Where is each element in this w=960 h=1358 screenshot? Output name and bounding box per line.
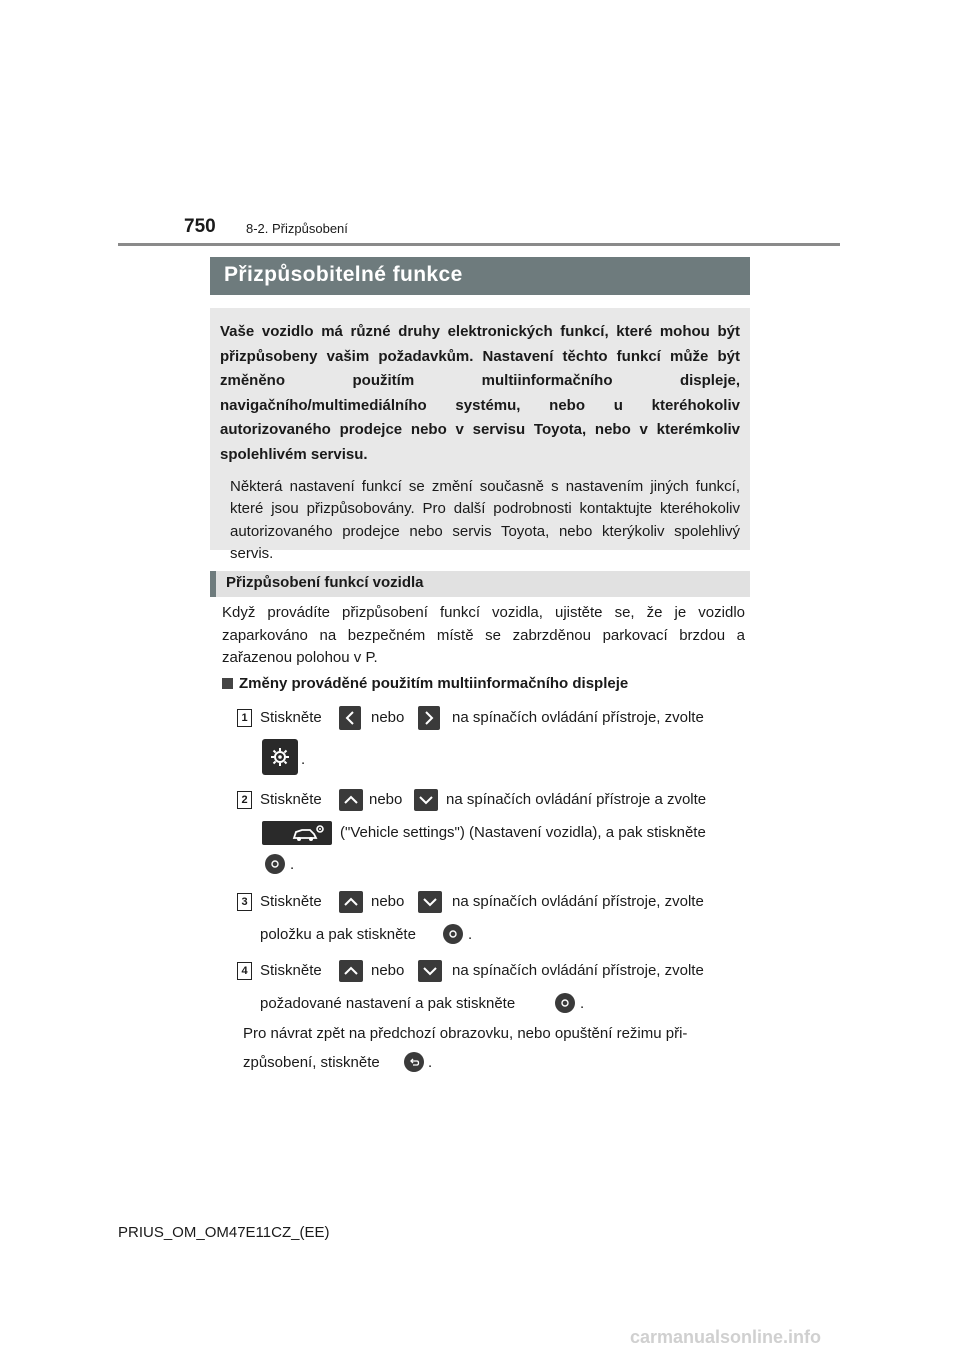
page-number: 750	[184, 216, 216, 237]
step-4-text-c: na spínačích ovládání přístroje, zvolte	[452, 962, 704, 979]
step-3-text-b: nebo	[371, 893, 405, 910]
chevron-down-icon	[418, 891, 442, 913]
chevron-up-icon	[339, 891, 363, 913]
step-4-text-a: Stiskněte	[260, 962, 322, 979]
back-button-icon	[404, 1052, 424, 1072]
step-1-text-d: .	[301, 751, 306, 768]
vehicle-settings-icon	[262, 821, 332, 845]
return-note-end: .	[428, 1054, 433, 1071]
chevron-down-icon	[418, 960, 442, 982]
ok-button-icon	[555, 993, 575, 1013]
step-number-1: 1	[237, 709, 252, 727]
ok-button-icon	[443, 924, 463, 944]
subsection-paragraph: Když provádíte přizpůsobení funkcí vozidla, ujistěte se, že je vozidlo zaparkováno na bezpečném místě se zabrzděnou parkovací brzdou a zařazenou polohou v P.	[222, 604, 745, 666]
section-title: Přizpůsobitelné funkce	[210, 257, 750, 295]
step-number-2: 2	[237, 791, 252, 809]
step-number-3: 3	[237, 893, 252, 911]
watermark: carmanualsonline.info	[630, 1327, 822, 1347]
step-2-text-d: ("Vehicle settings") (Nastavení vozidla), a pak stiskněte	[340, 824, 706, 841]
step-1-text-a: Stiskněte	[260, 709, 322, 726]
intro-box	[210, 308, 750, 563]
ok-button-icon	[265, 854, 285, 874]
return-note-line1: Pro návrat zpět na předchozí obrazovku, nebo opuštění režimu při-	[243, 1025, 688, 1042]
step-3-text-a: Stiskněte	[260, 893, 322, 910]
step-2-text-b: nebo	[369, 791, 403, 808]
intro-note-text: Některá nastavení funkcí se změní současně s nastavením jiných funkcí, které jsou přizpůsobovány. Pro další podrobnosti kontaktujte kteréhokoliv autorizovaného prodejce nebo servis Toyota, nebo kterýkoliv spolehlivý servis.	[230, 477, 740, 563]
chevron-right-icon	[418, 706, 440, 730]
step-2-text-e: .	[290, 856, 295, 873]
document-code: PRIUS_OM_OM47E11CZ_(EE)	[118, 1224, 330, 1241]
chevron-up-icon	[339, 960, 363, 982]
subsection-heading: Přizpůsobení funkcí vozidla	[210, 571, 750, 597]
step-1-text-b: nebo	[371, 709, 405, 726]
section-reference: 8-2. Přizpůsobení	[246, 221, 348, 236]
step-3-text-c: na spínačích ovládání přístroje, zvolte	[452, 893, 704, 910]
return-note-line2: způsobení, stiskněte	[243, 1054, 380, 1071]
bullet-heading-text: Změny prováděné použitím multiinformačního displeje	[239, 675, 629, 692]
step-2-text-c: na spínačích ovládání přístroje a zvolte	[446, 791, 707, 808]
bullet-heading	[222, 675, 628, 692]
intro-bold-text: Vaše vozidlo má různé druhy elektronických funkcí, které mohou být přizpůsobeny vašim požadavkům. Nastavení těchto funkcí může být změněno použitím multiinformačního displeje, navigačního/multimediálního systému, nebo u kteréhokoliv autorizovaného prodejce nebo v servisu Toyota, nebo v kterémkoliv spolehlivém servisu.	[220, 323, 740, 463]
step-number-4: 4	[237, 962, 252, 980]
step-1-text-c: na spínačích ovládání přístroje, zvolte	[452, 709, 704, 726]
square-bullet-icon	[222, 678, 233, 689]
step-4-text-b: nebo	[371, 962, 405, 979]
header-divider	[118, 243, 840, 246]
chevron-up-icon	[339, 789, 363, 811]
step-4-text-e: .	[580, 995, 585, 1012]
step-4-text-d: požadované nastavení a pak stiskněte	[260, 995, 516, 1012]
step-3-text-d: položku a pak stiskněte	[260, 926, 416, 943]
step-3-text-e: .	[468, 926, 473, 943]
step-2-text-a: Stiskněte	[260, 791, 322, 808]
chevron-down-icon	[414, 789, 438, 811]
chevron-left-icon	[339, 706, 361, 730]
gear-icon	[262, 739, 298, 775]
